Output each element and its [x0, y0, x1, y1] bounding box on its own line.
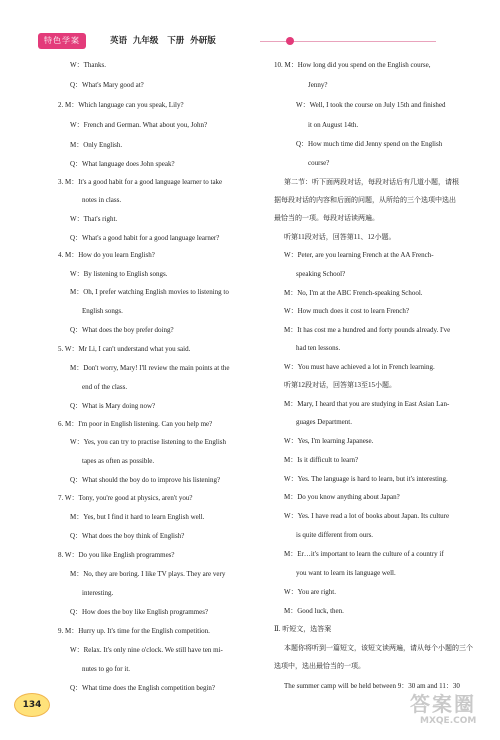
- text-line: had ten lessons.: [296, 344, 341, 352]
- text-line: Jenny?: [308, 81, 328, 89]
- text-line: 选项中，选出最恰当的一项。: [274, 662, 365, 670]
- text-line: 7. W：Tony, you're good at physics, aren't you?: [58, 494, 193, 502]
- text-line: end of the class.: [82, 383, 128, 391]
- text-line: W：That's right.: [70, 215, 118, 223]
- text-line: 第二节：听下面两段对话，每段对话后有几道小题，请根: [284, 178, 459, 186]
- text-line: Q：What does the boy think of English?: [70, 532, 185, 540]
- text-line: Q：What's Mary good at?: [70, 81, 144, 89]
- text-line: Q：What time does the English competition begin?: [70, 684, 216, 692]
- text-line: 9. M：Hurry up. It's time for the English competition.: [58, 627, 210, 635]
- text-line: W：You are right.: [284, 588, 336, 596]
- text-line: W：French and German. What about you, John?: [70, 121, 208, 129]
- text-line: speaking School?: [296, 270, 346, 278]
- text-line: M：Only English.: [70, 141, 123, 149]
- text-line: M：It has cost me a hundred and forty pounds already. I've: [284, 326, 451, 334]
- text-line: W：Yes. The language is hard to learn, but it's interesting.: [284, 475, 448, 483]
- text-line: W：By listening to English songs.: [70, 270, 168, 278]
- text-line: English songs.: [82, 307, 123, 315]
- text-line: W：Relax. It's only nine o'clock. We still have ten mi-: [70, 646, 223, 654]
- text-line: Q：What language does John speak?: [70, 160, 175, 168]
- text-line: W：Yes. I have read a lot of books about Japan. Its culture: [284, 512, 450, 520]
- text-line: Q：What's a good habit for a good language learner?: [70, 234, 220, 242]
- text-line: M：Good luck, then.: [284, 607, 344, 615]
- text-line: Q：What does the boy prefer doing?: [70, 326, 174, 334]
- text-line: Ⅱ. 听短文，选答案: [274, 625, 332, 633]
- text-line: notes in class.: [82, 196, 122, 204]
- text-line: course?: [308, 159, 330, 167]
- text-line: you want to learn its language well.: [296, 569, 396, 577]
- series-badge: 特色学案: [38, 33, 86, 49]
- text-line: 3. M：It's a good habit for a good language learner to take: [58, 178, 223, 186]
- text-line: W：Well, I took the course on July 15th and finished: [296, 101, 446, 109]
- text-line: Q：What is Mary doing now?: [70, 402, 156, 410]
- text-line: 8. W：Do you like English programmes?: [58, 551, 175, 559]
- text-line: W：How much does it cost to learn French?: [284, 307, 409, 315]
- watermark-text: 答案圈: [410, 692, 476, 716]
- text-line: M：No, they are boring. I like TV plays. They are very: [70, 570, 226, 578]
- watermark-logo: [404, 688, 494, 732]
- text-line: M：Oh, I prefer watching English movies to listening to: [70, 288, 229, 296]
- text-line: M：Don't worry, Mary! I'll review the main points at the: [70, 364, 230, 372]
- text-line: M：No, I'm at the ABC French-speaking School.: [284, 289, 423, 297]
- text-line: M：Mary, I heard that you are studying in East Asian Lan-: [284, 400, 450, 408]
- text-line: W：Peter, are you learning French at the AA French-: [284, 251, 434, 259]
- text-line: interesting.: [82, 589, 114, 597]
- text-line: W：You must have achieved a lot in French learning.: [284, 363, 435, 371]
- text-line: Q：How does the boy like English programmes?: [70, 608, 209, 616]
- text-line: M：Do you know anything about Japan?: [284, 493, 400, 501]
- text-line: The summer camp will be held between 9：30 am and 11：30: [284, 682, 460, 690]
- text-line: 6. M：I'm poor in English listening. Can you help me?: [58, 420, 213, 428]
- text-line: M：Er…it's important to learn the culture of a country if: [284, 550, 444, 558]
- text-line: 听第12段对话，回答第13至15小题。: [284, 381, 396, 389]
- watermark-url: MXQE.COM: [420, 716, 477, 726]
- header-dot: [286, 37, 294, 45]
- text-line: 据每段对话的内容和后面的问题，从所给的三个选项中选出: [274, 196, 456, 204]
- text-line: 10. M：How long did you spend on the English course,: [274, 61, 431, 69]
- text-line: 听第11段对话，回答第11、12小题。: [284, 233, 396, 241]
- text-line: nutes to go for it.: [82, 665, 131, 673]
- text-line: 4. M：How do you learn English?: [58, 251, 155, 259]
- book-title: 英语 九年级 下册 外研版: [110, 36, 216, 46]
- text-line: M：Yes, but I find it hard to learn English well.: [70, 513, 205, 521]
- text-line: M：Is it difficult to learn?: [284, 456, 359, 464]
- text-line: Q：How much time did Jenny spend on the English: [296, 140, 443, 148]
- text-line: W：Yes, you can try to practise listening to the English: [70, 438, 226, 446]
- text-line: tapes as often as possible.: [82, 457, 155, 465]
- text-line: W：Thanks.: [70, 61, 106, 69]
- text-line: W：Yes, I'm learning Japanese.: [284, 437, 374, 445]
- text-line: 5. W：Mr Li, I can't understand what you said.: [58, 345, 191, 353]
- page-number: 134: [14, 693, 50, 717]
- text-line: 本题你将听到一篇短文，该短文读两遍，请从每个小题的三个: [284, 644, 473, 652]
- text-line: is quite different from ours.: [296, 531, 374, 539]
- text-line: guages Department.: [296, 418, 352, 426]
- text-line: Q：What should the boy do to improve his listening?: [70, 476, 221, 484]
- running-header: [38, 33, 450, 49]
- text-line: it on August 14th.: [308, 121, 359, 129]
- text-line: 最恰当的一项。每段对话读两遍。: [274, 214, 379, 222]
- text-line: 2. M：Which language can you speak, Lily?: [58, 101, 184, 109]
